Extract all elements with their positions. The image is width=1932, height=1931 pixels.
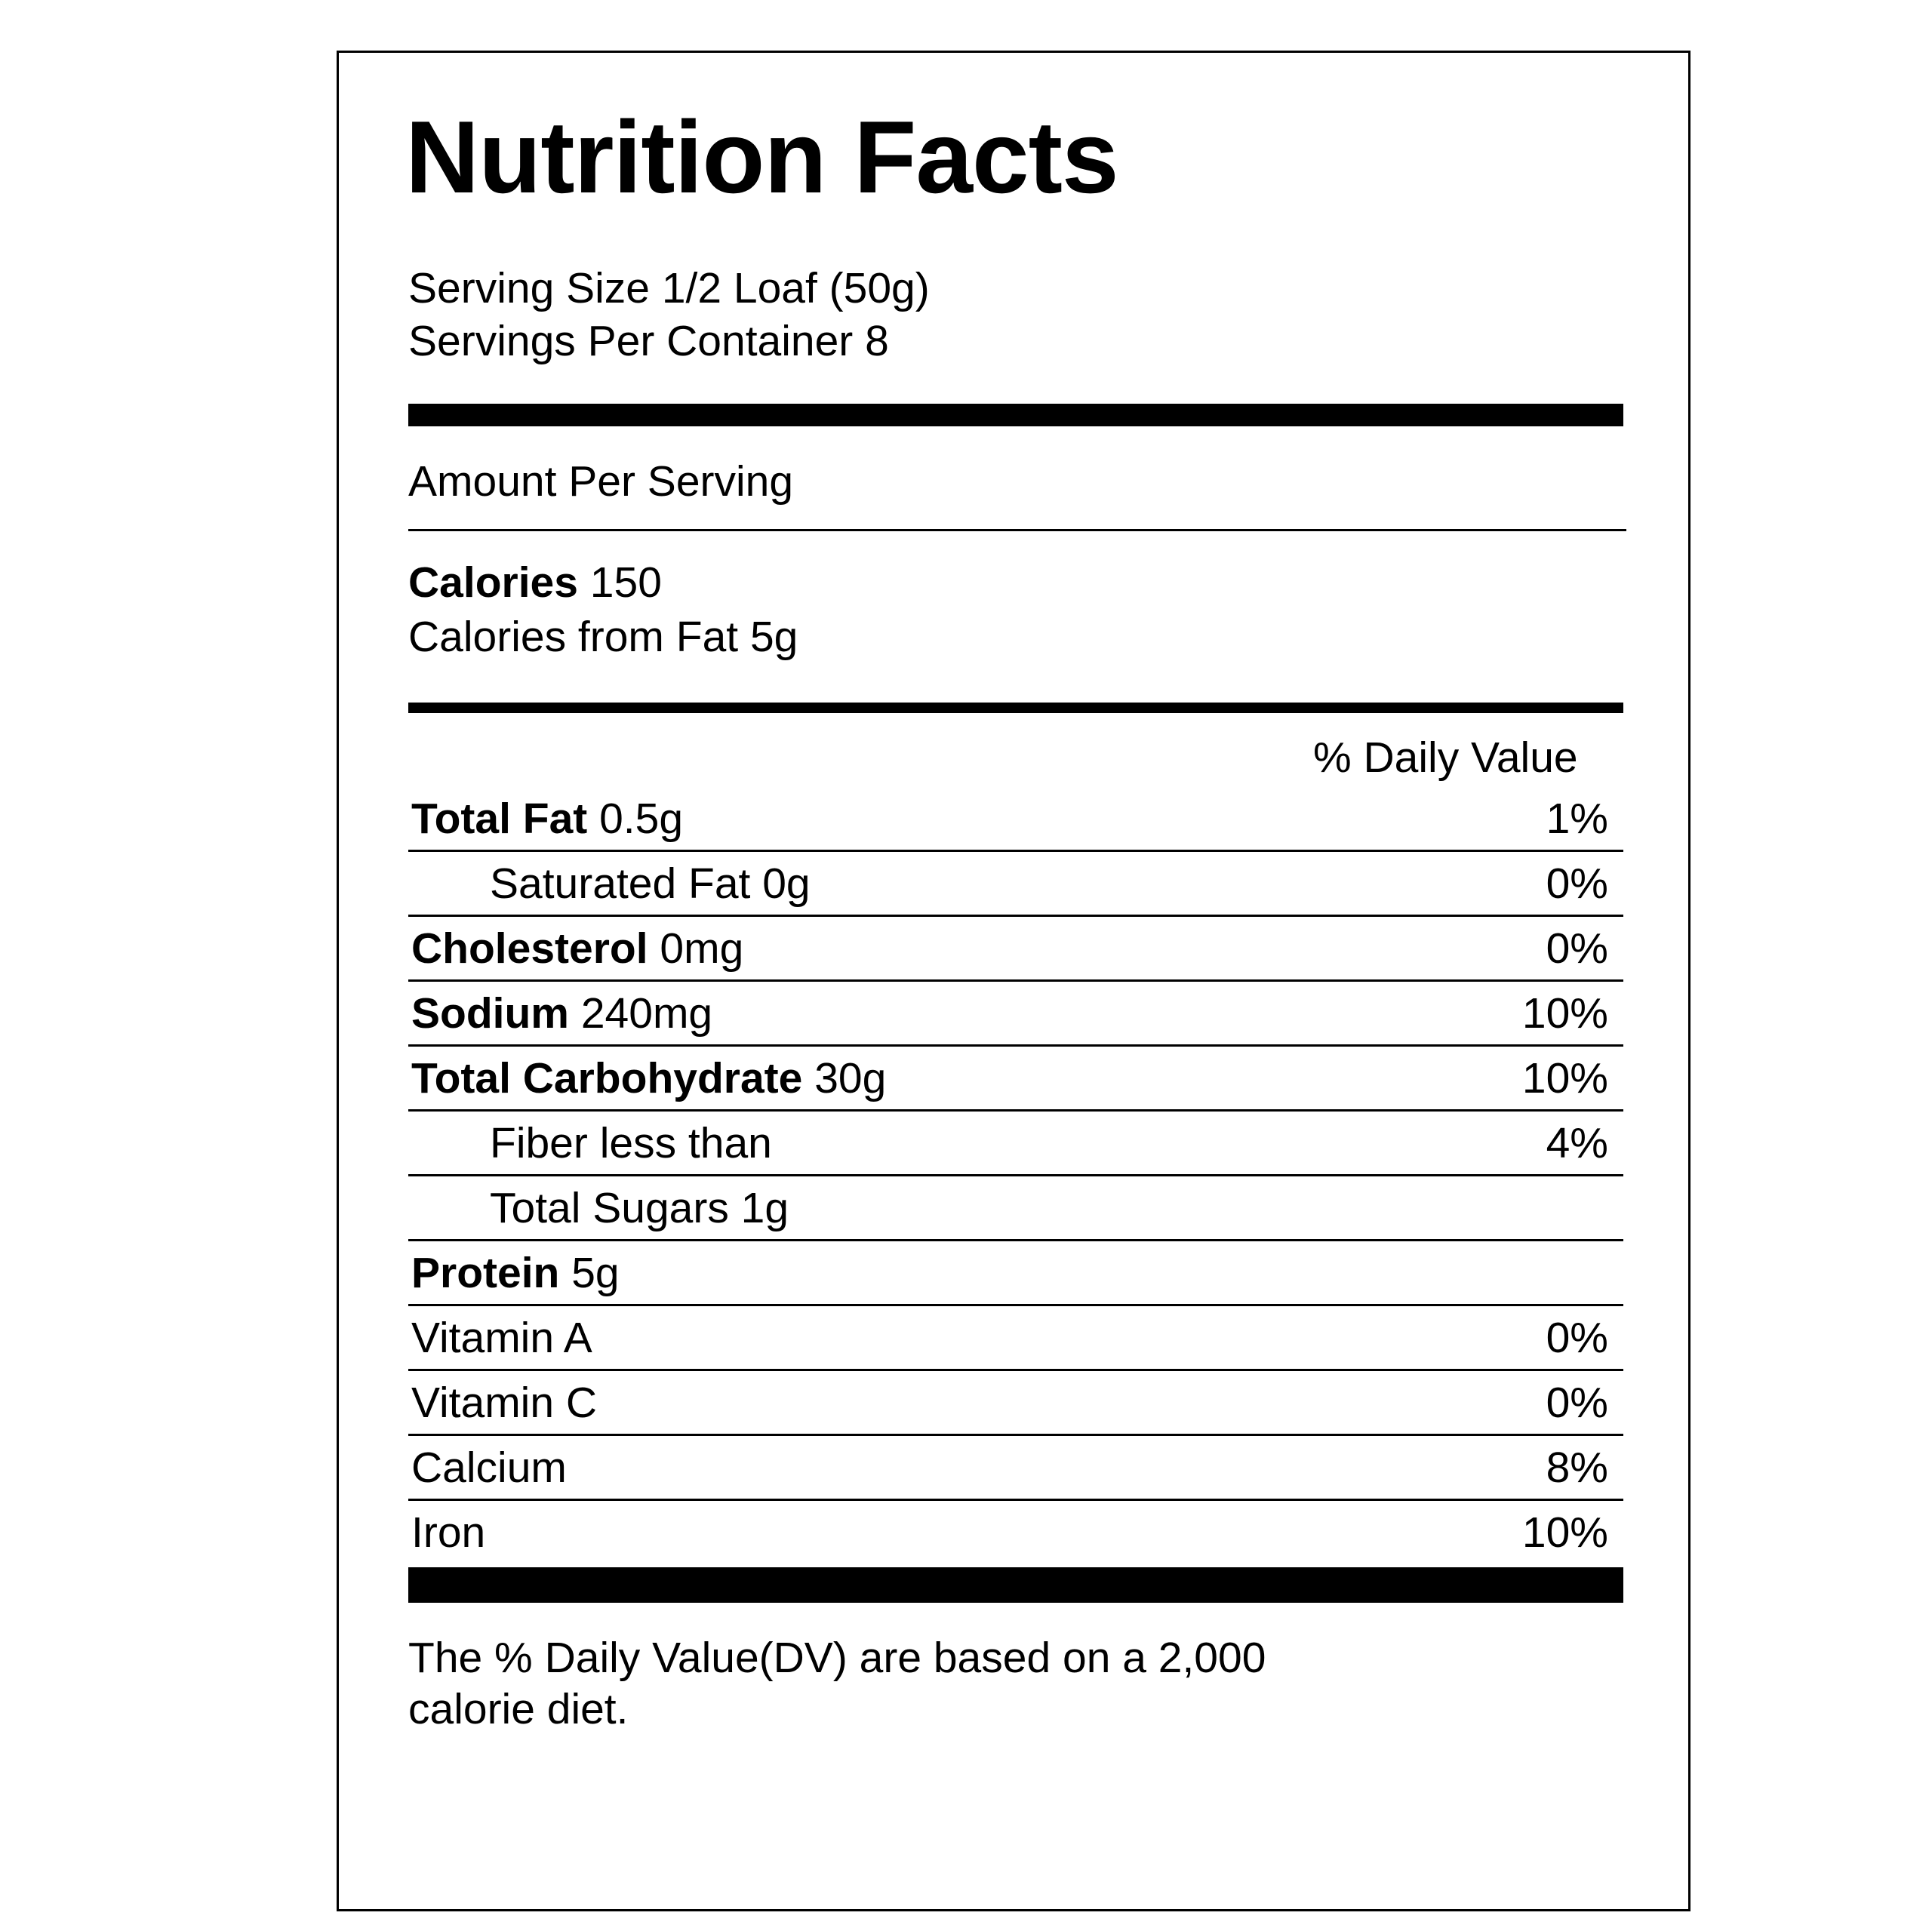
nutrient-name: Fiber less than xyxy=(490,1119,772,1167)
nutrient-name: Saturated Fat 0g xyxy=(490,859,811,908)
nutrient-name: Protein 5g xyxy=(411,1249,620,1297)
nutrient-row-fiber xyxy=(408,1112,1623,1176)
nutrient-dv: 1% xyxy=(1546,795,1608,843)
nutrient-dv: 0% xyxy=(1546,1379,1608,1427)
servings-per-container: Servings Per Container 8 xyxy=(408,317,889,365)
thin-divider xyxy=(408,529,1626,531)
nutrient-name: Calcium xyxy=(411,1444,567,1492)
calories-line xyxy=(408,558,662,607)
thick-divider-top xyxy=(408,404,1623,426)
label-title: Nutrition Facts xyxy=(405,100,1118,214)
nutrient-name: Sodium 240mg xyxy=(411,989,713,1038)
thick-divider-bottom xyxy=(408,1567,1623,1603)
nutrient-name: Cholesterol 0mg xyxy=(411,924,744,973)
nutrient-name: Vitamin A xyxy=(411,1314,592,1362)
nutrient-row-saturated-fat xyxy=(408,852,1623,917)
nutrient-row-calcium xyxy=(408,1436,1623,1501)
calories-label: Calories xyxy=(408,558,578,607)
medium-divider xyxy=(408,703,1623,713)
nutrient-dv: 10% xyxy=(1521,1054,1608,1102)
nutrient-name: Iron xyxy=(411,1508,486,1557)
nutrient-name: Total Fat 0.5g xyxy=(411,795,684,843)
nutrition-label xyxy=(337,51,1690,1911)
nutrient-dv: 8% xyxy=(1546,1444,1608,1492)
nutrient-name: Total Carbohydrate 30g xyxy=(411,1054,887,1102)
footnote-line-2: calorie diet. xyxy=(408,1685,629,1733)
nutrient-row-total-fat xyxy=(408,787,1623,852)
nutrient-dv: 0% xyxy=(1546,859,1608,908)
amount-per-serving: Amount Per Serving xyxy=(408,457,794,506)
nutrient-dv: 0% xyxy=(1546,924,1608,973)
calories-from-fat: Calories from Fat 5g xyxy=(408,613,798,661)
nutrient-row-total-carbohydrate xyxy=(408,1047,1623,1112)
calories-value: 150 xyxy=(589,558,662,607)
nutrient-row-vitamin-a xyxy=(408,1306,1623,1371)
nutrient-name: Total Sugars 1g xyxy=(490,1184,789,1232)
nutrient-dv: 0% xyxy=(1546,1314,1608,1362)
nutrient-dv: 10% xyxy=(1521,1508,1608,1557)
serving-size: Serving Size 1/2 Loaf (50g) xyxy=(408,264,930,312)
nutrient-row-vitamin-c xyxy=(408,1371,1623,1436)
nutrient-row-iron xyxy=(408,1501,1623,1566)
nutrient-dv: 4% xyxy=(1546,1119,1608,1167)
nutrient-row-sodium xyxy=(408,982,1623,1047)
nutrient-row-total-sugars xyxy=(408,1176,1623,1241)
nutrient-row-protein xyxy=(408,1241,1623,1306)
nutrient-row-cholesterol xyxy=(408,917,1623,982)
footnote-line-1: The % Daily Value(DV) are based on a 2,000 xyxy=(408,1634,1266,1682)
nutrient-dv: 10% xyxy=(1521,989,1608,1038)
daily-value-header: % Daily Value xyxy=(1313,733,1578,782)
nutrient-name: Vitamin C xyxy=(411,1379,598,1427)
